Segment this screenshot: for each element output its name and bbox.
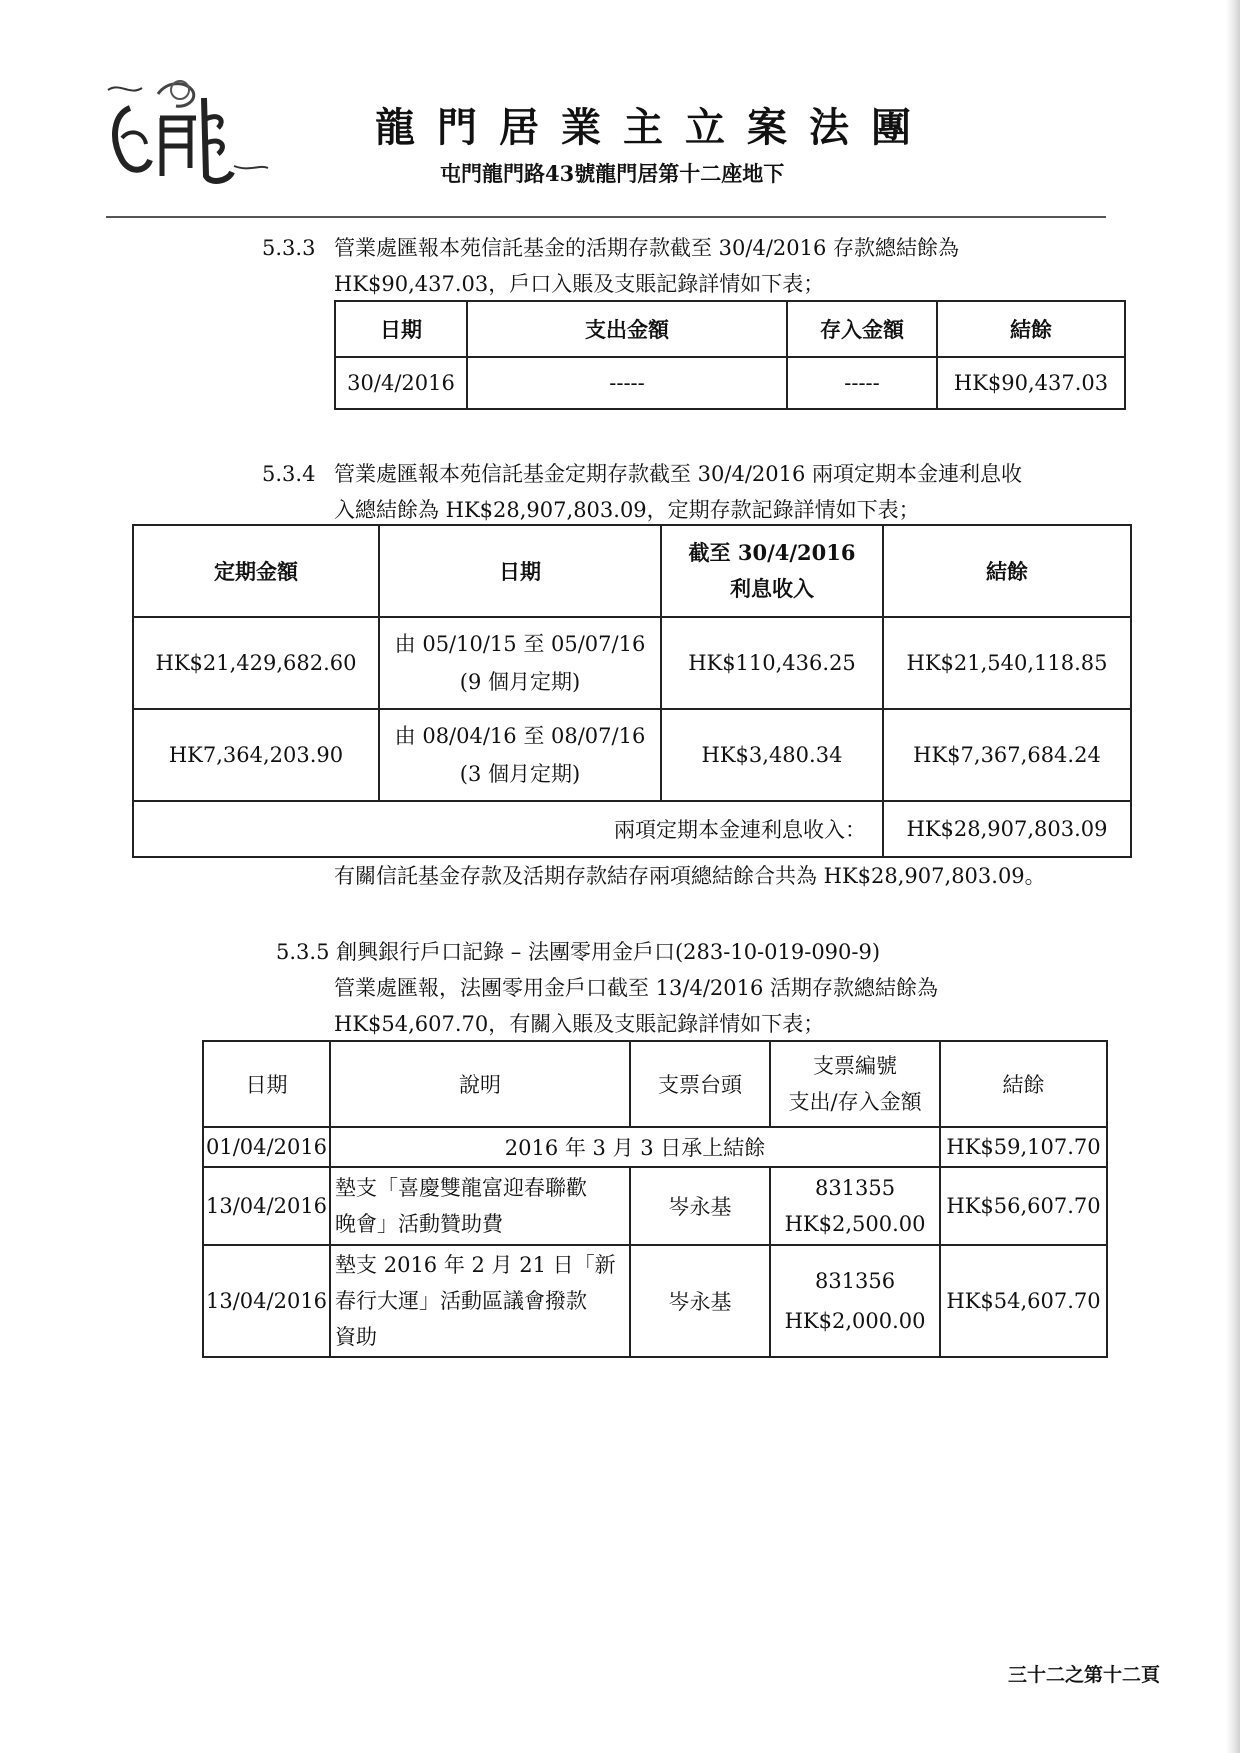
- header-line: 支出/存入金額: [788, 1090, 922, 1114]
- table-cell: HK$54,607.70: [940, 1245, 1107, 1357]
- table-header: 日期: [203, 1041, 330, 1127]
- table-cell: 13/04/2016: [203, 1167, 330, 1245]
- table-cell: [770, 1167, 940, 1245]
- table-header: 支出金額: [467, 301, 787, 357]
- table-cell: -----: [467, 357, 787, 409]
- table-row: [203, 1127, 1107, 1167]
- current-account-table: [334, 300, 1126, 410]
- table-cell: 01/04/2016: [203, 1127, 330, 1167]
- cell-line: 831356: [814, 1269, 896, 1293]
- table-header: 結餘: [937, 301, 1125, 357]
- scan-edge-shadow: [1226, 0, 1240, 1753]
- table-cell: -----: [787, 357, 937, 409]
- table-cell: HK$3,480.34: [661, 709, 883, 801]
- petty-cash-table: [202, 1040, 1108, 1358]
- table-cell: 岑永基: [630, 1245, 770, 1357]
- cell-line: 墊支 2016 年 2 月 21 日「新: [335, 1253, 616, 1277]
- paragraph-line: HK$54,607.70，有關入賬及支賬記錄詳情如下表；: [334, 1012, 825, 1036]
- table-cell: 岑永基: [630, 1167, 770, 1245]
- cell-line: 由 05/10/15 至 05/07/16: [394, 632, 646, 656]
- section-number: 5.3.4: [262, 462, 316, 486]
- header-line: 利息收入: [730, 576, 814, 601]
- summary-note: 有關信託基金存款及活期存款結存兩項總結餘合共為 HK$28,907,803.09。: [334, 864, 1046, 888]
- header-divider: [106, 216, 1106, 218]
- paragraph-line: 管業處匯報本苑信託基金的活期存款截至 30/4/2016 存款總結餘為: [334, 236, 960, 260]
- table-header: 存入金額: [787, 301, 937, 357]
- table-row: [133, 801, 1131, 857]
- table-row: [133, 709, 1131, 801]
- dragon-logo: [100, 68, 272, 188]
- fixed-deposit-table: [132, 524, 1132, 858]
- table-cell: HK$7,367,684.24: [883, 709, 1131, 801]
- section-number: 5.3.3: [262, 236, 316, 260]
- section-title: 5.3.5 創興銀行戶口記錄 – 法團零用金戶口(283-10-019-090-9): [276, 940, 881, 964]
- table-cell: HK$21,540,118.85: [883, 617, 1131, 709]
- table-cell: 30/4/2016: [335, 357, 467, 409]
- table-cell: [379, 617, 661, 709]
- table-header: 結餘: [940, 1041, 1107, 1127]
- table-cell: HK$59,107.70: [940, 1127, 1107, 1167]
- table-header: 定期金額: [133, 525, 379, 617]
- table-cell: HK$21,429,682.60: [133, 617, 379, 709]
- page-number: 三十二之第十二頁: [1007, 1664, 1160, 1686]
- table-cell: HK7,364,203.90: [133, 709, 379, 801]
- organization-name: 龍門居業主立案法團: [375, 104, 933, 151]
- table-row: [203, 1167, 1107, 1245]
- cell-line: 晚會」活動贊助費: [335, 1212, 504, 1236]
- table-header: 結餘: [883, 525, 1131, 617]
- table-cell: HK$110,436.25: [661, 617, 883, 709]
- table-header: [770, 1041, 940, 1127]
- table-row: [335, 357, 1125, 409]
- table-header: [661, 525, 883, 617]
- paragraph-line: 管業處匯報本苑信託基金定期存款截至 30/4/2016 兩項定期本金連利息收: [334, 462, 1023, 486]
- table-cell: [770, 1245, 940, 1357]
- table-cell: 13/04/2016: [203, 1245, 330, 1357]
- header-line: 截至 30/4/2016: [688, 540, 856, 565]
- table-cell: [330, 1167, 630, 1245]
- cell-line: 春行大運」活動區議會撥款: [335, 1289, 588, 1313]
- cell-line: 墊支「喜慶雙龍富迎春聯歡: [335, 1176, 588, 1200]
- table-header: 說明: [330, 1041, 630, 1127]
- table-cell: HK$90,437.03: [937, 357, 1125, 409]
- table-cell: [330, 1245, 630, 1357]
- table-row: [133, 617, 1131, 709]
- table-header: 日期: [379, 525, 661, 617]
- cell-line: HK$2,500.00: [784, 1212, 926, 1236]
- cell-line: 由 08/04/16 至 08/07/16: [394, 724, 646, 748]
- cell-line: (9 個月定期): [459, 670, 581, 694]
- table-cell: 2016 年 3 月 3 日承上結餘: [330, 1127, 940, 1167]
- organization-address: 屯門龍門路43號龍門居第十二座地下: [440, 161, 785, 186]
- cell-line: (3 個月定期): [459, 762, 581, 786]
- header-line: 支票編號: [813, 1054, 898, 1078]
- table-row: [203, 1245, 1107, 1357]
- paragraph-line: HK$90,437.03，戶口入賬及支賬記錄詳情如下表；: [334, 272, 825, 296]
- total-value: HK$28,907,803.09: [883, 801, 1131, 857]
- cell-line: 831355: [814, 1176, 896, 1200]
- table-cell: HK$56,607.70: [940, 1167, 1107, 1245]
- cell-line: 資助: [335, 1325, 378, 1349]
- paragraph-line: 管業處匯報，法團零用金戶口截至 13/4/2016 活期存款總結餘為: [334, 976, 939, 1000]
- table-cell: [379, 709, 661, 801]
- cell-line: HK$2,000.00: [784, 1309, 926, 1333]
- table-header: 支票台頭: [630, 1041, 770, 1127]
- paragraph-line: 入總結餘為 HK$28,907,803.09，定期存款記錄詳情如下表；: [334, 498, 920, 522]
- table-header: 日期: [335, 301, 467, 357]
- total-label: 兩項定期本金連利息收入：: [133, 801, 883, 857]
